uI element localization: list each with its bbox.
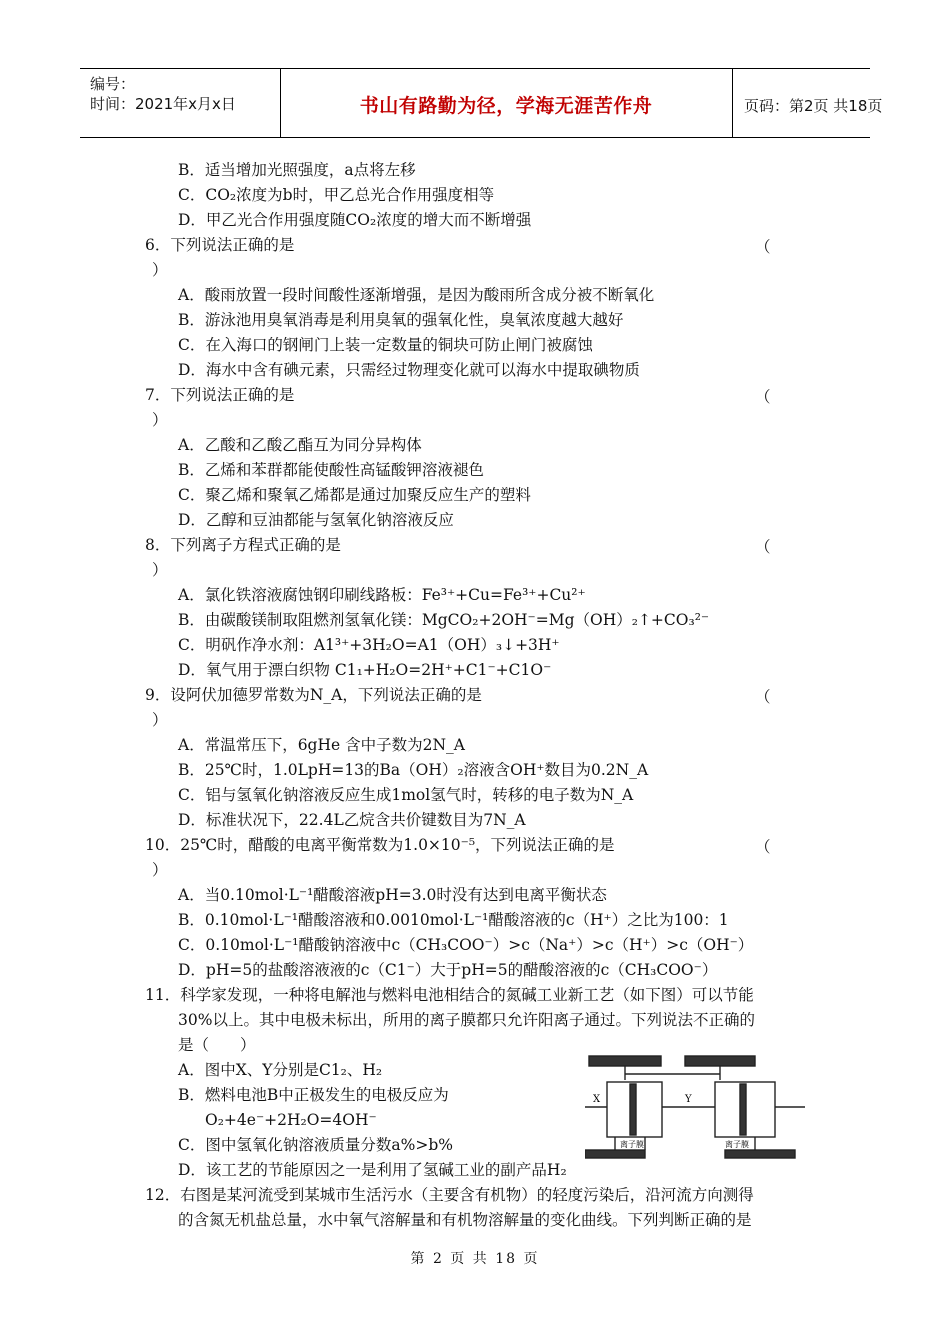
header-motto-cell xyxy=(280,69,733,137)
q7-option-d: D．乙醇和豆油都能与氢氧化钠溶液反应 xyxy=(178,511,454,529)
q5-option-c: C．CO₂浓度为b时，甲乙总光合作用强度相等 xyxy=(178,186,495,204)
q11-option-b-equation: O₂+4e⁻+2H₂O=4OH⁻ xyxy=(205,1111,377,1129)
q11-stem-line3: 是（ ） xyxy=(178,1036,256,1054)
q10-option-d: D．pH=5的盐酸溶液液的c（C1⁻）大于pH=5的醋酸溶液的c（CH₃COO⁻） xyxy=(178,961,718,979)
q8-option-a: A．氯化铁溶液腐蚀钢印刷线路板：Fe³⁺+Cu=Fe³⁺+Cu²⁺ xyxy=(178,586,586,604)
q11-option-c: C．图中氢氧化钠溶液质量分数a%>b% xyxy=(178,1136,453,1154)
q7-option-a: A．乙酸和乙酸乙酯互为同分异构体 xyxy=(178,436,422,454)
q10-option-c: C．0.10mol·L⁻¹醋酸钠溶液中c（CH₃COO⁻）>c（Na⁺）>c（H⁺）>c（OH⁻） xyxy=(178,936,754,954)
q10-paren: （ xyxy=(755,838,771,856)
page-footer: 第 2 页 共 18 页 xyxy=(410,1251,540,1267)
q12-stem-line1: 12．右图是某河流受到某城市生活污水（主要含有机物）的轻度污染后，沿河流方向测得 xyxy=(145,1186,754,1204)
page-info: 页码：第2页 共18页 xyxy=(744,97,883,115)
header-meta-cell xyxy=(80,69,281,137)
page-header xyxy=(80,68,883,138)
q8-paren: （ xyxy=(755,538,771,556)
q9-paren: （ xyxy=(755,688,771,706)
q7-paren: （ xyxy=(755,388,771,406)
q11-option-b: B．燃料电池B中正极发生的电极反应为 xyxy=(178,1086,449,1104)
q9-stem: 9．设阿伏加德罗常数为N_A，下列说法正确的是 xyxy=(145,686,482,704)
fig-bottom-block-left xyxy=(585,1150,645,1158)
q7-rparen: ） xyxy=(152,411,168,429)
q5-option-b: B．适当增加光照强度，a点将左移 xyxy=(178,161,416,179)
q8-option-d: D．氧气用于漂白织物 C1₁+H₂O=2H⁺+C1⁻+C1O⁻ xyxy=(178,661,552,679)
q8-rparen: ） xyxy=(152,561,168,579)
time-label: 时间：2021年x月x日 xyxy=(90,95,236,113)
header-page-cell xyxy=(732,69,883,137)
fig-label-block-left xyxy=(589,1056,661,1066)
fig-membrane-label-a: 离子膜 xyxy=(620,1140,644,1149)
q9-rparen: ） xyxy=(152,711,168,729)
q5-option-d: D．甲乙光合作用强度随CO₂浓度的增大而不断增强 xyxy=(178,211,532,229)
q7-stem: 7．下列说法正确的是 xyxy=(145,386,295,404)
q7-option-c: C．聚乙烯和聚氧乙烯都是通过加聚反应生产的塑料 xyxy=(178,486,531,504)
q10-option-a: A．当0.10mol·L⁻¹醋酸溶液pH=3.0时没有达到电离平衡状态 xyxy=(178,886,607,904)
q9-option-d: D．标准状况下，22.4L乙烷含共价键数目为7N_A xyxy=(178,811,526,829)
q8-option-b: B．由碳酸镁制取阻燃剂氢氧化镁：MgCO₂+2OH⁻=Mg（OH）₂↑+CO₃²⁻ xyxy=(178,611,710,629)
fig-membrane-label-b: 离子膜 xyxy=(725,1140,749,1149)
q12-stem-line2: 的含氮无机盐总量，水中氧气溶解量和有机物溶解量的变化曲线。下列判断正确的是 xyxy=(178,1211,752,1229)
fig-label-y: Y xyxy=(685,1094,692,1105)
q9-option-a: A．常温常压下，6gHe 含中子数为2N_A xyxy=(178,736,465,754)
q6-option-d: D．海水中含有碘元素，只需经过物理变化就可以海水中提取碘物质 xyxy=(178,361,640,379)
fig-label-block-right xyxy=(685,1056,755,1066)
q10-option-b: B．0.10mol·L⁻¹醋酸溶液和0.0010mol·L⁻¹醋酸溶液的c（H⁺）之比为100：1 xyxy=(178,911,729,929)
q10-rparen: ） xyxy=(152,861,168,879)
q8-stem: 8．下列离子方程式正确的是 xyxy=(145,536,341,554)
ion-membrane-b xyxy=(740,1084,746,1135)
q9-option-b: B．25℃时，1.0LpH=13的Ba（OH）₂溶液含OH⁺数目为0.2N_A xyxy=(178,761,649,779)
q6-paren: （ xyxy=(755,238,771,256)
q11-option-d: D．该工艺的节能原因之一是利用了氢碱工业的副产品H₂ xyxy=(178,1161,567,1179)
q6-rparen: ） xyxy=(152,261,168,279)
q6-stem: 6．下列说法正确的是 xyxy=(145,236,295,254)
ion-membrane-a xyxy=(630,1084,636,1135)
q7-option-b: B．乙烯和苯群都能使酸性高锰酸钾溶液褪色 xyxy=(178,461,484,479)
q6-option-a: A．酸雨放置一段时间酸性逐渐增强，是因为酸雨所含成分被不断氧化 xyxy=(178,286,655,304)
fig-bottom-block-right xyxy=(725,1150,795,1158)
q9-option-c: C．铝与氢氧化钠溶液反应生成1mol氢气时，转移的电子数为N_A xyxy=(178,786,634,804)
electrolysis-fuel-cell-diagram xyxy=(585,1052,810,1167)
fig-label-x: X xyxy=(593,1094,601,1105)
q6-option-b: B．游泳池用臭氧消毒是利用臭氧的强氧化性，臭氧浓度越大越好 xyxy=(178,311,624,329)
q11-option-a: A．图中X、Y分别是C1₂、H₂ xyxy=(178,1061,383,1079)
serial-label: 编号： xyxy=(90,75,136,93)
q6-option-c: C．在入海口的钢闸门上装一定数量的铜块可防止闸门被腐蚀 xyxy=(178,336,593,354)
q10-stem: 10．25℃时，醋酸的电离平衡常数为1.0×10⁻⁵，下列说法正确的是 xyxy=(145,836,615,854)
q8-option-c: C．明矾作净水剂：A1³⁺+3H₂O=A1（OH）₃↓+3H⁺ xyxy=(178,636,560,654)
q11-stem-line1: 11．科学家发现，一种将电解池与燃料电池相结合的氮碱工业新工艺（如下图）可以节能 xyxy=(145,986,754,1004)
motto: 书山有路勤为径，学海无涯苦作舟 xyxy=(359,95,653,117)
q11-stem-line2: 30%以上。其中电极未标出，所用的离子膜都只允许阳离子通过。下列说法不正确的 xyxy=(178,1011,755,1029)
